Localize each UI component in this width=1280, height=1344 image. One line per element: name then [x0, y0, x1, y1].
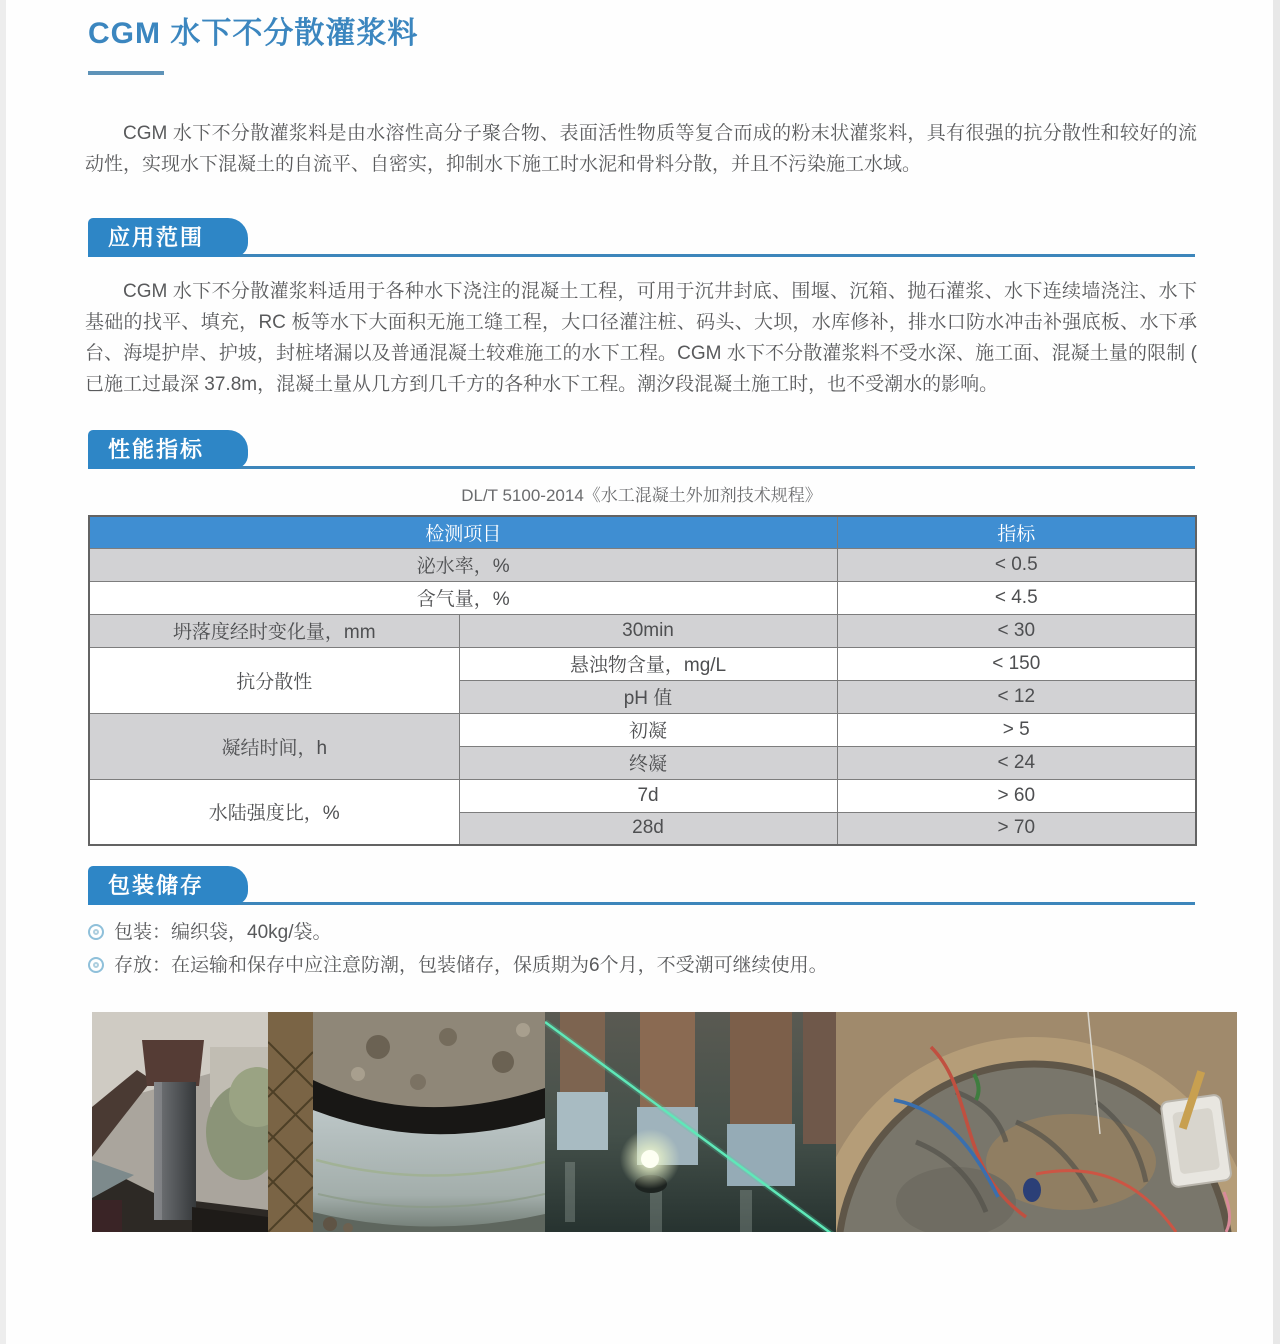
section-rule-application — [88, 254, 1195, 257]
cell-air-item: 含气量，% — [89, 581, 837, 614]
cell-slump-item: 坍落度经时变化量，mm — [89, 614, 459, 647]
page-right-edge — [1273, 0, 1280, 1344]
photo-bridge-pier-column-site — [92, 1012, 268, 1232]
table-row — [89, 581, 1196, 614]
table-row — [89, 713, 1196, 746]
section-heading-performance: 性能指标 — [88, 430, 248, 469]
photo-caisson-pit-overhead — [836, 1012, 1237, 1232]
cell-bleeding-item: 泌水率，% — [89, 548, 837, 581]
table-row — [89, 647, 1196, 680]
header-cell-value: 指标 — [837, 516, 1196, 548]
cell-setting-sub2: 终凝 — [459, 746, 837, 779]
cell-bleeding-value: < 0.5 — [837, 548, 1196, 581]
cell-setting-sub1: 初凝 — [459, 713, 837, 746]
photo-underwater-piers-light — [545, 1012, 836, 1232]
application-paragraph: CGM 水下不分散灌浆料适用于各种水下浇注的混凝土工程，可用于沉井封底、围堰、沉箱、抛石灌浆、水下连续墙浇注、水下基础的找平、填充，RC 板等水下大面积无施工缝工程，大口径灌注桩、码头、大坝，水库修补，排水口防水冲击补强底板、水下承台、海堤护岸、护坡，封桩堵漏以及普通混凝土较难施工的水下工程。CGM 水下不分散灌浆料不受水深、施工面、混凝土量的限制 ( 已施工过最深 37.8m，混凝土量从几方到几千方的各种水下工程。潮汐段混凝土施工时，也不受潮水的影响。 — [85, 281, 1197, 395]
section-heading-application: 应用范围 — [88, 218, 248, 257]
table-row — [89, 548, 1196, 581]
cell-strength-item: 水陆强度比，% — [89, 779, 459, 845]
standard-reference: DL/T 5100-2014《水工混凝土外加剂技术规程》 — [461, 486, 822, 505]
packaging-bullet-1-text: 包装：编织袋，40kg/袋。 — [114, 922, 332, 943]
photo-concrete-column-repair — [268, 1012, 545, 1232]
cell-dispersion-sub2: pH 值 — [459, 680, 837, 713]
performance-table — [88, 515, 1197, 846]
cell-strength-value1: > 60 — [837, 779, 1196, 812]
table-header-row — [89, 516, 1196, 548]
project-photo-strip — [92, 1012, 1237, 1232]
cell-setting-value2: < 24 — [837, 746, 1196, 779]
packaging-bullet-1 — [88, 920, 1198, 946]
table-row — [89, 779, 1196, 812]
cell-strength-sub2: 28d — [459, 812, 837, 845]
ring-bullet-icon — [88, 924, 104, 940]
section-rule-packaging — [88, 902, 1195, 905]
header-cell-item: 检测项目 — [89, 516, 837, 548]
table-row — [89, 614, 1196, 647]
cell-dispersion-value1: < 150 — [837, 647, 1196, 680]
cell-dispersion-item: 抗分散性 — [89, 647, 459, 713]
cell-setting-value1: > 5 — [837, 713, 1196, 746]
intro-paragraph: CGM 水下不分散灌浆料是由水溶性高分子聚合物、表面活性物质等复合而成的粉末状灌浆料，具有很强的抗分散性和较好的流动性，实现水下混凝土的自流平、自密实，抑制水下施工时水泥和骨料分散，并且不污染施工水域。 — [85, 123, 1197, 175]
section-rule-performance — [88, 466, 1195, 469]
cell-strength-value2: > 70 — [837, 812, 1196, 845]
cell-strength-sub1: 7d — [459, 779, 837, 812]
cell-dispersion-value2: < 12 — [837, 680, 1196, 713]
packaging-bullet-2 — [88, 953, 1198, 979]
cell-air-value: < 4.5 — [837, 581, 1196, 614]
section-heading-packaging: 包装储存 — [88, 866, 248, 905]
cell-slump-sub: 30min — [459, 614, 837, 647]
ring-bullet-icon — [88, 957, 104, 973]
cell-dispersion-sub1: 悬浊物含量，mg/L — [459, 647, 837, 680]
cell-slump-value: < 30 — [837, 614, 1196, 647]
packaging-bullet-2-text: 存放：在运输和保存中应注意防潮，包装储存，保质期为6个月，不受潮可继续使用。 — [114, 955, 828, 976]
page-title: CGM 水下不分散灌浆料 — [88, 17, 419, 50]
cell-setting-item: 凝结时间，h — [89, 713, 459, 779]
page-left-edge — [0, 0, 6, 1344]
title-underline — [88, 71, 164, 75]
